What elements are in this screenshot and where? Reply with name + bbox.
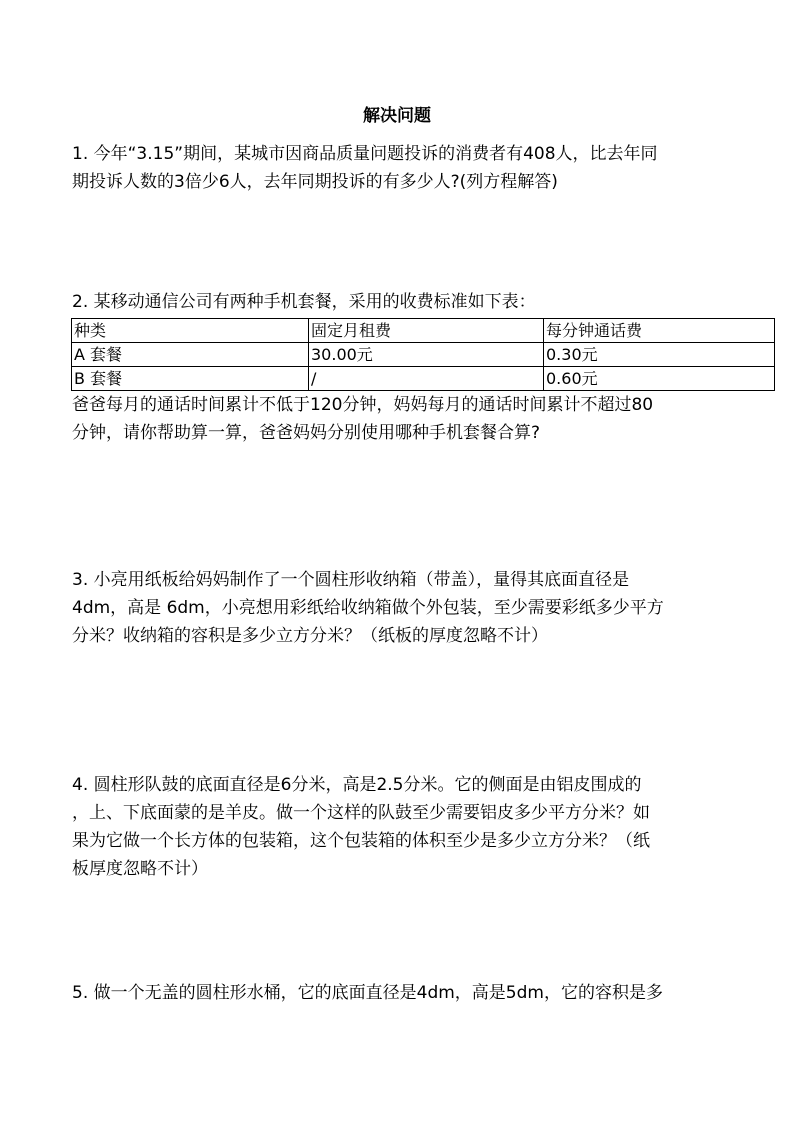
table-cell: A 套餐 (72, 343, 309, 367)
table-header-cell: 种类 (72, 319, 309, 343)
table-header-cell: 每分钟通话费 (544, 319, 775, 343)
question-5 (72, 979, 752, 1007)
question-2-line-1: 爸爸每月的通话时间累计不低于120分钟，妈妈每月的通话时间累计不超过80 (72, 395, 654, 415)
question-4-line-1: 4. 圆柱形队鼓的底面直径是6分米，高是2.5分米。它的侧面是由铝皮围成的 (72, 775, 642, 795)
question-3-line-2: 4dm，高是 6dm，小亮想用彩纸给收纳箱做个外包装，至少需要彩纸多少平方 (72, 598, 664, 618)
table-cell: 30.00元 (309, 343, 544, 367)
question-3 (72, 566, 752, 650)
question-3-line-3: 分米？收纳箱的容积是多少立方分米？（纸板的厚度忽略不计） (72, 626, 548, 646)
table-header-cell: 固定月租费 (309, 319, 544, 343)
question-2-body (72, 391, 752, 447)
question-1 (72, 140, 752, 196)
question-1-line-2: 期投诉人数的3倍少6人，去年同期投诉的有多少人?(列方程解答) (72, 172, 558, 192)
page-title: 解决问题 (363, 106, 431, 126)
table-cell: 0.30元 (544, 343, 775, 367)
table-row (72, 343, 775, 367)
table-row (72, 367, 775, 391)
table-cell: B 套餐 (72, 367, 309, 391)
table-header-row (72, 319, 775, 343)
question-4-line-3: 果为它做一个长方体的包装箱，这个包装箱的体积至少是多少立方分米？（纸 (72, 831, 650, 851)
question-2-intro: 2. 某移动通信公司有两种手机套餐，采用的收费标准如下表： (72, 292, 536, 312)
pricing-table (71, 318, 775, 391)
table-cell: / (309, 367, 544, 391)
question-4-line-2: ，上、下底面蒙的是羊皮。做一个这样的队鼓至少需要铝皮多少平方分米？如 (72, 803, 650, 823)
question-2-line-2: 分钟，请你帮助算一算，爸爸妈妈分别使用哪种手机套餐合算? (72, 423, 541, 443)
table-cell: 0.60元 (544, 367, 775, 391)
question-3-line-1: 3. 小亮用纸板给妈妈制作了一个圆柱形收纳箱（带盖），量得其底面直径是 (72, 570, 630, 590)
question-4-line-4: 板厚度忽略不计） (72, 859, 208, 879)
question-1-line-1: 1. 今年“3.15”期间，某城市因商品质量问题投诉的消费者有408人，比去年同 (72, 144, 658, 164)
question-5-line-1: 5. 做一个无盖的圆柱形水桶，它的底面直径是4dm，高是5dm，它的容积是多 (72, 983, 663, 1003)
question-4 (72, 771, 752, 883)
